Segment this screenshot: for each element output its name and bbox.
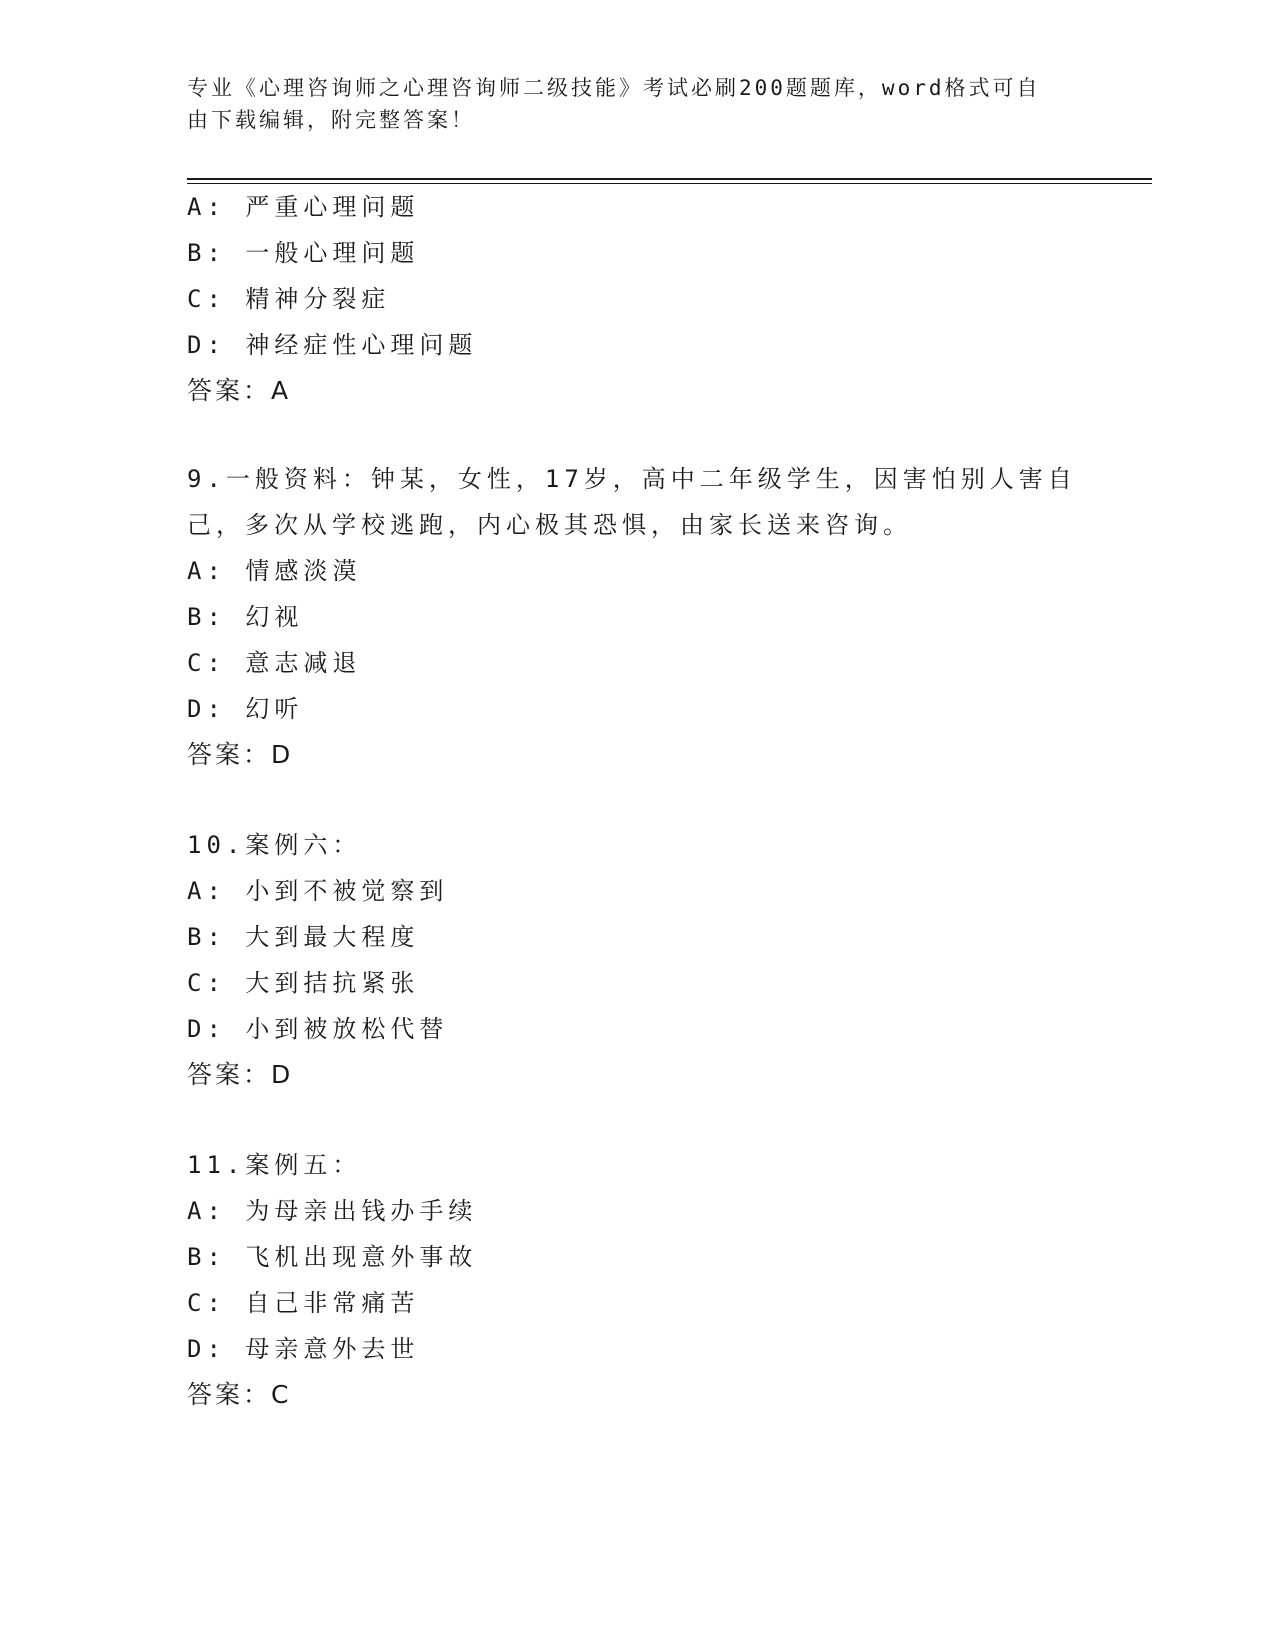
answer-line: 答案：D — [187, 1060, 294, 1089]
option-d: D: 小到被放松代替 — [187, 1015, 449, 1043]
header-divider-thick — [187, 178, 1152, 180]
question-stem: 11.案例五： — [187, 1151, 362, 1179]
option-b: B: 幻视 — [187, 603, 304, 631]
option-c: C: 意志减退 — [187, 649, 362, 677]
option-a: A: 小到不被觉察到 — [187, 877, 449, 905]
question-stem-line-2: 己，多次从学校逃跑，内心极其恐惧，由家长送来咨询。 — [187, 511, 912, 539]
option-c: C: 精神分裂症 — [187, 285, 391, 313]
header-line-2: 由下载编辑，附完整答案！ — [187, 108, 475, 132]
option-a: A: 为母亲出钱办手续 — [187, 1197, 478, 1225]
question-11-block — [187, 1142, 1087, 1418]
answer-line: 答案：A — [187, 376, 292, 405]
question-stem: 10.案例六： — [187, 831, 362, 859]
option-b: B: 大到最大程度 — [187, 923, 420, 951]
document-header — [187, 72, 1087, 136]
question-8-block — [187, 184, 1087, 414]
option-d: D: 母亲意外去世 — [187, 1335, 420, 1363]
option-a: A: 严重心理问题 — [187, 193, 420, 221]
option-a: A: 情感淡漠 — [187, 557, 362, 585]
question-stem-line-1: 9.一般资料：钟某，女性，17岁，高中二年级学生，因害怕别人害自 — [187, 465, 1077, 493]
option-c: C: 自己非常痛苦 — [187, 1289, 420, 1317]
option-b: B: 飞机出现意外事故 — [187, 1243, 478, 1271]
question-10-block — [187, 822, 1087, 1098]
option-d: D: 神经症性心理问题 — [187, 331, 478, 359]
option-d: D: 幻听 — [187, 695, 304, 723]
header-line-1: 专业《心理咨询师之心理咨询师二级技能》考试必刷200题题库，word格式可自 — [187, 76, 1041, 100]
option-c: C: 大到拮抗紧张 — [187, 969, 420, 997]
question-stem — [187, 456, 1087, 548]
answer-line: 答案：C — [187, 1380, 292, 1409]
question-9-block — [187, 456, 1087, 778]
option-b: B: 一般心理问题 — [187, 239, 420, 267]
answer-line: 答案：D — [187, 740, 294, 769]
